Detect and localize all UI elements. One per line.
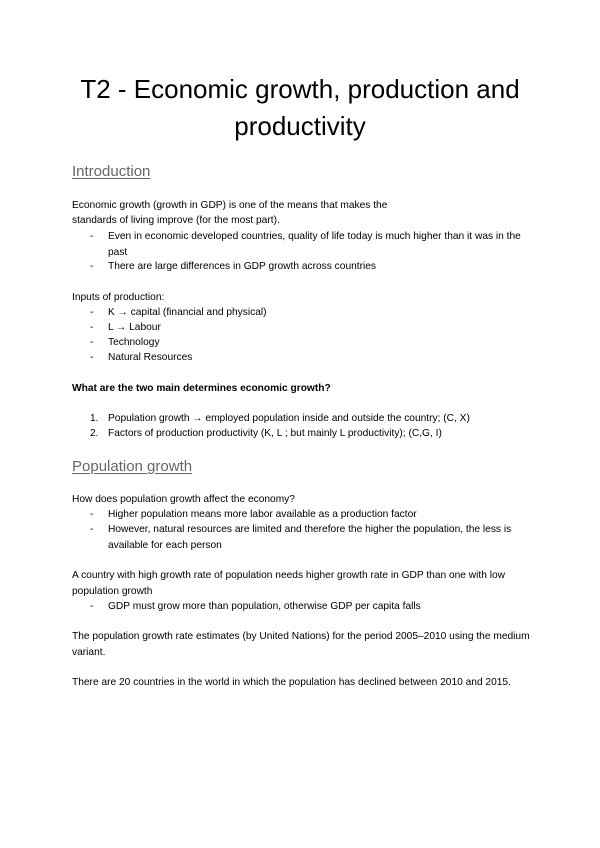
bullet-marker: - xyxy=(90,337,94,348)
intro-line-1: Economic growth (growth in GDP) is one of the means that makes the xyxy=(72,200,388,211)
list-item-text: Technology xyxy=(108,337,160,348)
list-item-text: There are large differences in GDP growth across countries xyxy=(108,261,377,272)
paragraph: A country with high growth rate of population needs higher growth rate in GDP than one with low population growth xyxy=(72,570,506,597)
bullet-marker: - xyxy=(90,524,94,535)
bullet-marker: - xyxy=(90,352,94,363)
bullet-marker: - xyxy=(90,307,94,318)
list-item xyxy=(90,259,530,275)
bullet-marker: - xyxy=(90,261,94,272)
list-item xyxy=(90,229,530,260)
inputs-label: Inputs of production: xyxy=(72,292,165,303)
list-item-text: Higher population means more labor available as a production factor xyxy=(108,509,417,520)
section-heading-introduction: Introduction xyxy=(72,163,151,180)
numbered-item-text: Population growth → employed population inside and outside the country; (C, X) xyxy=(108,413,470,424)
list-item-text: K → capital (financial and physical) xyxy=(108,307,267,318)
section-heading-population-growth: Population growth xyxy=(72,458,193,475)
numbered-item-text: Factors of production productivity (K, L ; but mainly L productivity); (C,G, I) xyxy=(108,428,442,439)
question-heading: What are the two main determines economic growth? xyxy=(72,383,331,394)
list-item-text: GDP must grow more than population, otherwise GDP per capita falls xyxy=(108,601,421,612)
list-item xyxy=(90,507,530,523)
page-title: T2 - Economic growth, production and productivity xyxy=(80,74,520,141)
list-item xyxy=(90,522,530,553)
bullet-marker: - xyxy=(90,601,94,612)
paragraph: The population growth rate estimates (by United Nations) for the period 2005–2010 using the medium variant. xyxy=(72,631,530,658)
population-question: How does population growth affect the economy? xyxy=(72,494,295,505)
bullet-marker: - xyxy=(90,322,94,333)
list-item-text: However, natural resources are limited and therefore the higher the population, the less is available for each person xyxy=(108,524,512,551)
list-item-text: Natural Resources xyxy=(108,352,193,363)
list-item-text: Even in economic developed countries, quality of life today is much higher than it was in the past xyxy=(108,231,521,258)
intro-line-2: standards of living improve (for the most part). xyxy=(72,215,280,226)
number-marker: 2. xyxy=(90,428,99,439)
number-marker: 1. xyxy=(90,413,99,424)
numbered-item xyxy=(90,426,530,442)
bullet-marker: - xyxy=(90,231,94,242)
list-item xyxy=(90,350,530,366)
list-item xyxy=(90,305,530,321)
bullet-marker: - xyxy=(90,509,94,520)
numbered-item xyxy=(90,411,530,427)
list-item xyxy=(90,599,530,615)
paragraph: There are 20 countries in the world in which the population has declined between 2010 and 2015. xyxy=(72,677,511,688)
list-item-text: L → Labour xyxy=(108,322,161,333)
list-item xyxy=(90,320,530,336)
list-item xyxy=(90,335,530,351)
